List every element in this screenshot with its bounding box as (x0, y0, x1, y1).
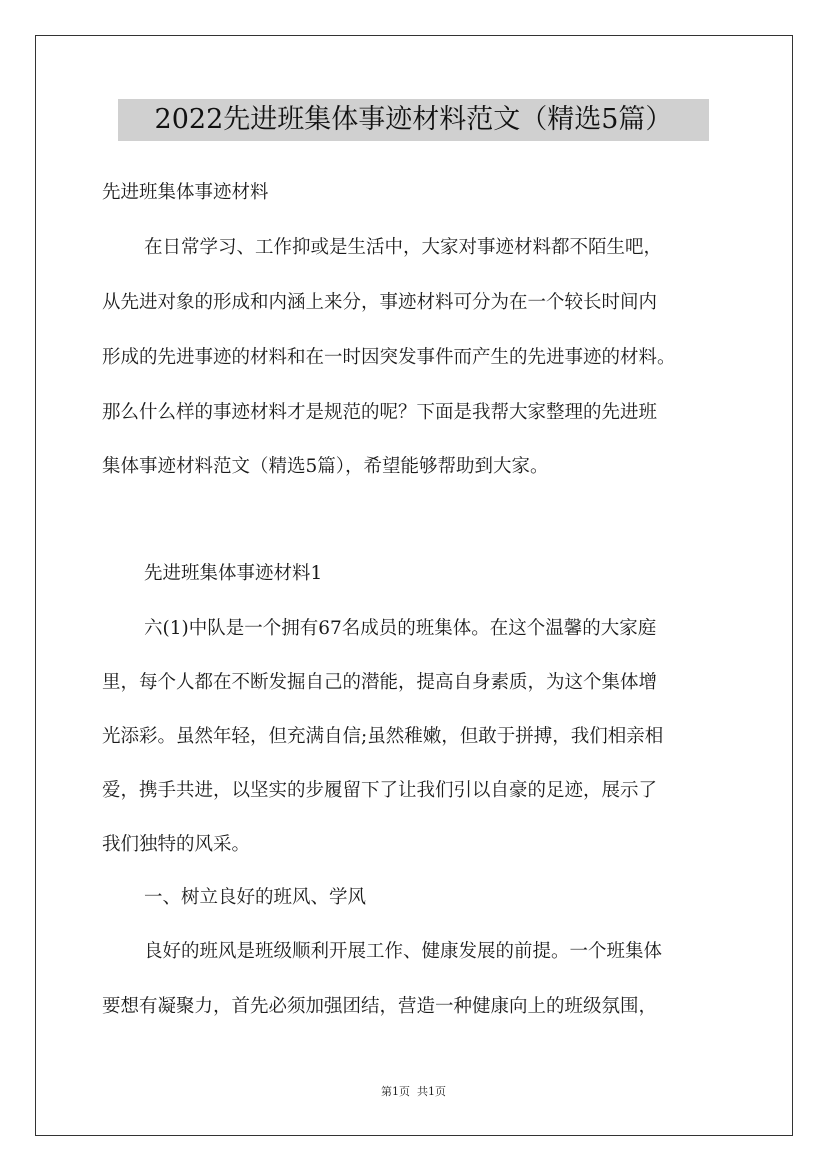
paragraph-line: 要想有凝聚力，首先必须加强团结，营造一种健康向上的班级氛围， (102, 996, 658, 1017)
paragraph-line: 从先进对象的形成和内涵上来分，事迹材料可分为在一个较长时间内 (102, 292, 658, 313)
paragraph-line: 光添彩。虽然年轻，但充满自信;虽然稚嫩，但敢于拼搏，我们相亲相 (102, 726, 664, 747)
paragraph-line: 那么什么样的事迹材料才是规范的呢？下面是我帮大家整理的先进班 (102, 402, 658, 423)
document-title: 2022先进班集体事迹材料范文（精选5篇） (118, 99, 709, 141)
section-heading: 先进班集体事迹材料 (102, 182, 269, 203)
list-heading: 一、树立良好的班风、学风 (144, 887, 367, 908)
paragraph-line: 在日常学习、工作抑或是生活中，大家对事迹材料都不陌生吧， (144, 237, 663, 258)
paragraph-line: 形成的先进事迹的材料和在一时因突发事件而产生的先进事迹的材料。 (102, 347, 676, 368)
paragraph-line: 良好的班风是班级顺利开展工作、健康发展的前提。一个班集体 (144, 941, 663, 962)
paragraph-line: 爱，携手共进，以坚实的步履留下了让我们引以自豪的足迹，展示了 (102, 780, 658, 801)
paragraph-line: 我们独特的风采。 (102, 834, 251, 855)
page-number: 第1页 共1页 (381, 1085, 446, 1098)
paragraph-line: 六(1)中队是一个拥有67名成员的班集体。在这个温馨的大家庭 (144, 618, 657, 639)
subsection-heading: 先进班集体事迹材料1 (144, 563, 323, 584)
paragraph-line: 里，每个人都在不断发掘自己的潜能，提高自身素质，为这个集体增 (102, 672, 658, 693)
paragraph-line: 集体事迹材料范文（精选5篇），希望能够帮助到大家。 (102, 456, 549, 477)
